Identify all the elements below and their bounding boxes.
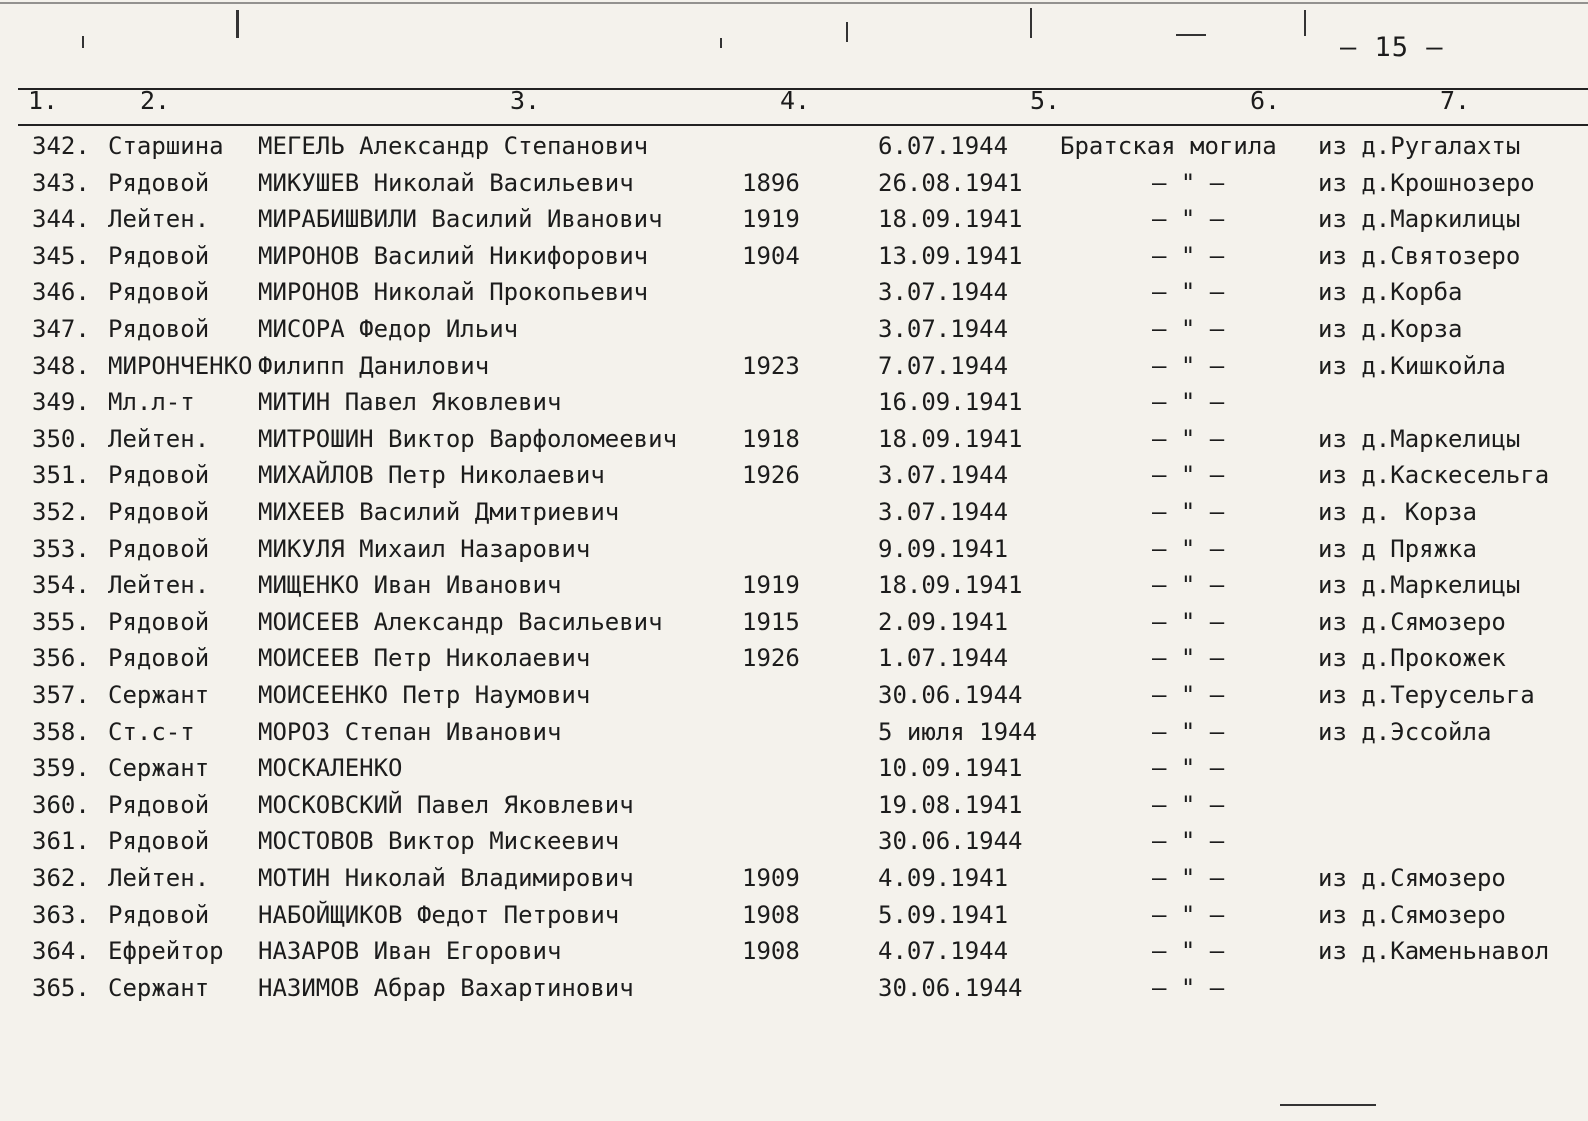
row-name: НАБОЙЩИКОВ Федот Петрович: [258, 901, 620, 929]
row-origin-place: из д.Маркилицы: [1318, 205, 1521, 233]
row-name: МОСТОВОВ Виктор Мискеевич: [258, 827, 620, 855]
row-birth-year: 1896: [742, 169, 800, 197]
row-rank: Мл.л-т: [108, 388, 195, 416]
row-birth-year: 1918: [742, 425, 800, 453]
row-rank: Рядовой: [108, 315, 210, 343]
row-birth-year: 1919: [742, 205, 800, 233]
column-header-6: 6.: [1250, 86, 1281, 115]
row-burial: – " –: [1152, 315, 1225, 343]
row-number: 345.: [32, 242, 90, 270]
row-rank: Рядовой: [108, 498, 210, 526]
row-death-date: 3.07.1944: [878, 315, 1009, 343]
column-header-3: 3.: [510, 86, 541, 115]
table-row: [0, 535, 1588, 571]
row-death-date: 4.07.1944: [878, 937, 1009, 965]
row-number: 360.: [32, 791, 90, 819]
row-birth-year: 1908: [742, 901, 800, 929]
row-name: МИХАЙЛОВ Петр Николаевич: [258, 461, 605, 489]
row-origin-place: из д.Маркелицы: [1318, 425, 1521, 453]
row-number: 349.: [32, 388, 90, 416]
row-name: МОИСЕЕВ Александр Васильевич: [258, 608, 663, 636]
row-name: МИХЕЕВ Василий Дмитриевич: [258, 498, 620, 526]
row-rank: Лейтен.: [108, 571, 210, 599]
row-origin-place: из д Пряжка: [1318, 535, 1477, 563]
column-header-7: 7.: [1440, 86, 1471, 115]
scan-mark: [1304, 10, 1306, 36]
row-name: МИРОНОВ Николай Прокопьевич: [258, 278, 649, 306]
row-death-date: 3.07.1944: [878, 278, 1009, 306]
row-death-date: 3.07.1944: [878, 498, 1009, 526]
column-headers: [0, 86, 1588, 122]
row-death-date: 13.09.1941: [878, 242, 1023, 270]
table-row: [0, 205, 1588, 241]
row-origin-place: из д.Сямозеро: [1318, 864, 1506, 892]
row-burial: – " –: [1152, 974, 1225, 1002]
row-name: МОСКОВСКИЙ Павел Яковлевич: [258, 791, 634, 819]
table-row: [0, 864, 1588, 900]
row-name: МОРОЗ Степан Иванович: [258, 718, 562, 746]
table-row: [0, 388, 1588, 424]
row-origin-place: из д.Терусельга: [1318, 681, 1535, 709]
table-row: [0, 278, 1588, 314]
table-row: [0, 644, 1588, 680]
row-number: 353.: [32, 535, 90, 563]
row-birth-year: 1919: [742, 571, 800, 599]
column-header-1: 1.: [28, 86, 59, 115]
table-row: [0, 169, 1588, 205]
table-row: [0, 498, 1588, 534]
row-burial: – " –: [1152, 169, 1225, 197]
row-birth-year: 1909: [742, 864, 800, 892]
row-name: МИТРОШИН Виктор Варфоломеевич: [258, 425, 678, 453]
row-burial: – " –: [1152, 608, 1225, 636]
row-origin-place: из д. Корза: [1318, 498, 1477, 526]
row-number: 359.: [32, 754, 90, 782]
row-death-date: 18.09.1941: [878, 205, 1023, 233]
table-row: [0, 352, 1588, 388]
row-number: 356.: [32, 644, 90, 672]
row-origin-place: из д.Каскесельга: [1318, 461, 1550, 489]
table-row: [0, 901, 1588, 937]
row-rank: Лейтен.: [108, 864, 210, 892]
row-name: Филипп Данилович: [258, 352, 490, 380]
row-origin-place: из д.Эссойла: [1318, 718, 1492, 746]
row-death-date: 30.06.1944: [878, 681, 1023, 709]
table-row: [0, 791, 1588, 827]
row-birth-year: 1923: [742, 352, 800, 380]
row-burial: – " –: [1152, 425, 1225, 453]
table-row: [0, 571, 1588, 607]
row-burial: – " –: [1152, 461, 1225, 489]
table-row: [0, 937, 1588, 973]
row-number: 363.: [32, 901, 90, 929]
row-origin-place: из д.Святозеро: [1318, 242, 1521, 270]
row-rank: Рядовой: [108, 169, 210, 197]
row-origin-place: из д.Сямозеро: [1318, 608, 1506, 636]
row-rank: Рядовой: [108, 242, 210, 270]
row-rank: МИРОНЧЕНКО: [108, 352, 253, 380]
row-origin-place: из д.Крошнозеро: [1318, 169, 1535, 197]
row-number: 351.: [32, 461, 90, 489]
row-burial: – " –: [1152, 864, 1225, 892]
row-name: МИКУШЕВ Николай Васильевич: [258, 169, 634, 197]
header-rule-bottom: [18, 124, 1588, 126]
row-origin-place: из д.Корба: [1318, 278, 1463, 306]
table-row: [0, 754, 1588, 790]
row-origin-place: из д.Маркелицы: [1318, 571, 1521, 599]
column-header-4: 4.: [780, 86, 811, 115]
row-burial: – " –: [1152, 571, 1225, 599]
row-death-date: 18.09.1941: [878, 571, 1023, 599]
row-burial: – " –: [1152, 352, 1225, 380]
row-number: 357.: [32, 681, 90, 709]
row-name: МОИСЕЕВ Петр Николаевич: [258, 644, 591, 672]
row-rank: Рядовой: [108, 278, 210, 306]
row-number: 344.: [32, 205, 90, 233]
row-number: 361.: [32, 827, 90, 855]
row-burial: – " –: [1152, 791, 1225, 819]
scan-mark: [720, 38, 722, 48]
column-header-5: 5.: [1030, 86, 1061, 115]
scan-mark: [82, 36, 84, 48]
row-burial: – " –: [1152, 498, 1225, 526]
row-number: 352.: [32, 498, 90, 526]
row-number: 355.: [32, 608, 90, 636]
row-burial: – " –: [1152, 535, 1225, 563]
row-death-date: 6.07.1944: [878, 132, 1009, 160]
row-number: 354.: [32, 571, 90, 599]
row-name: МИРОНОВ Василий Никифорович: [258, 242, 649, 270]
row-name: МИЩЕНКО Иван Иванович: [258, 571, 562, 599]
row-number: 347.: [32, 315, 90, 343]
row-name: МОСКАЛЕНКО: [258, 754, 403, 782]
scan-mark: [1280, 1104, 1376, 1106]
row-rank: Рядовой: [108, 608, 210, 636]
row-death-date: 4.09.1941: [878, 864, 1009, 892]
row-death-date: 26.08.1941: [878, 169, 1023, 197]
row-name: НАЗИМОВ Абрар Вахартинович: [258, 974, 634, 1002]
row-rank: Ефрейтор: [108, 937, 224, 965]
table-row: [0, 827, 1588, 863]
row-rank: Ст.с-т: [108, 718, 195, 746]
row-name: МОТИН Николай Владимирович: [258, 864, 634, 892]
row-rank: Сержант: [108, 681, 210, 709]
row-death-date: 30.06.1944: [878, 827, 1023, 855]
row-burial: – " –: [1152, 827, 1225, 855]
row-death-date: 5.09.1941: [878, 901, 1009, 929]
row-death-date: 19.08.1941: [878, 791, 1023, 819]
table-row: [0, 132, 1588, 168]
row-name: МИСОРА Федор Ильич: [258, 315, 519, 343]
row-burial: – " –: [1152, 242, 1225, 270]
row-number: 343.: [32, 169, 90, 197]
row-birth-year: 1926: [742, 644, 800, 672]
row-rank: Рядовой: [108, 791, 210, 819]
row-rank: Сержант: [108, 974, 210, 1002]
row-death-date: 5 июля 1944: [878, 718, 1037, 746]
scan-mark: [846, 22, 848, 42]
row-number: 365.: [32, 974, 90, 1002]
row-origin-place: из д.Прокожек: [1318, 644, 1506, 672]
row-rank: Сержант: [108, 754, 210, 782]
table-row: [0, 681, 1588, 717]
row-number: 342.: [32, 132, 90, 160]
row-origin-place: из д.Ругалахты: [1318, 132, 1521, 160]
table-row: [0, 242, 1588, 278]
row-rank: Рядовой: [108, 535, 210, 563]
row-burial: – " –: [1152, 205, 1225, 233]
row-origin-place: из д.Сямозеро: [1318, 901, 1506, 929]
row-name: МЕГЕЛЬ Александр Степанович: [258, 132, 649, 160]
row-rank: Рядовой: [108, 827, 210, 855]
row-rank: Старшина: [108, 132, 224, 160]
row-rank: Рядовой: [108, 901, 210, 929]
row-death-date: 30.06.1944: [878, 974, 1023, 1002]
row-number: 364.: [32, 937, 90, 965]
row-rank: Лейтен.: [108, 425, 210, 453]
page-number: – 15 –: [1340, 32, 1444, 63]
row-burial: – " –: [1152, 388, 1225, 416]
row-burial: – " –: [1152, 644, 1225, 672]
row-death-date: 7.07.1944: [878, 352, 1009, 380]
row-origin-place: из д.Каменьнавол: [1318, 937, 1550, 965]
table-row: [0, 425, 1588, 461]
table-row: [0, 974, 1588, 1010]
scan-mark: [1176, 34, 1206, 36]
table-row: [0, 461, 1588, 497]
row-burial: – " –: [1152, 901, 1225, 929]
top-edge-line: [0, 2, 1588, 4]
row-origin-place: из д.Корза: [1318, 315, 1463, 343]
row-name: МИРАБИШВИЛИ Василий Иванович: [258, 205, 663, 233]
table-row: [0, 315, 1588, 351]
row-name: МОИСЕЕНКО Петр Наумович: [258, 681, 591, 709]
row-death-date: 9.09.1941: [878, 535, 1009, 563]
row-rank: Лейтен.: [108, 205, 210, 233]
row-burial: – " –: [1152, 718, 1225, 746]
row-burial: – " –: [1152, 937, 1225, 965]
table-row: [0, 608, 1588, 644]
row-number: 348.: [32, 352, 90, 380]
row-birth-year: 1904: [742, 242, 800, 270]
row-burial: – " –: [1152, 278, 1225, 306]
row-number: 362.: [32, 864, 90, 892]
row-birth-year: 1926: [742, 461, 800, 489]
column-header-2: 2.: [140, 86, 171, 115]
row-death-date: 18.09.1941: [878, 425, 1023, 453]
row-number: 358.: [32, 718, 90, 746]
row-burial: – " –: [1152, 754, 1225, 782]
row-name: НАЗАРОВ Иван Егорович: [258, 937, 562, 965]
row-burial: Братская могила: [1060, 132, 1277, 160]
row-number: 346.: [32, 278, 90, 306]
row-death-date: 16.09.1941: [878, 388, 1023, 416]
scan-mark: [1030, 8, 1032, 38]
row-number: 350.: [32, 425, 90, 453]
scan-mark: [236, 10, 239, 38]
row-origin-place: из д.Кишкойла: [1318, 352, 1506, 380]
row-birth-year: 1908: [742, 937, 800, 965]
row-rank: Рядовой: [108, 461, 210, 489]
row-birth-year: 1915: [742, 608, 800, 636]
row-rank: Рядовой: [108, 644, 210, 672]
row-death-date: 10.09.1941: [878, 754, 1023, 782]
row-death-date: 1.07.1944: [878, 644, 1009, 672]
row-name: МИТИН Павел Яковлевич: [258, 388, 562, 416]
row-burial: – " –: [1152, 681, 1225, 709]
table-row: [0, 718, 1588, 754]
row-death-date: 3.07.1944: [878, 461, 1009, 489]
row-name: МИКУЛЯ Михаил Назарович: [258, 535, 591, 563]
row-death-date: 2.09.1941: [878, 608, 1009, 636]
